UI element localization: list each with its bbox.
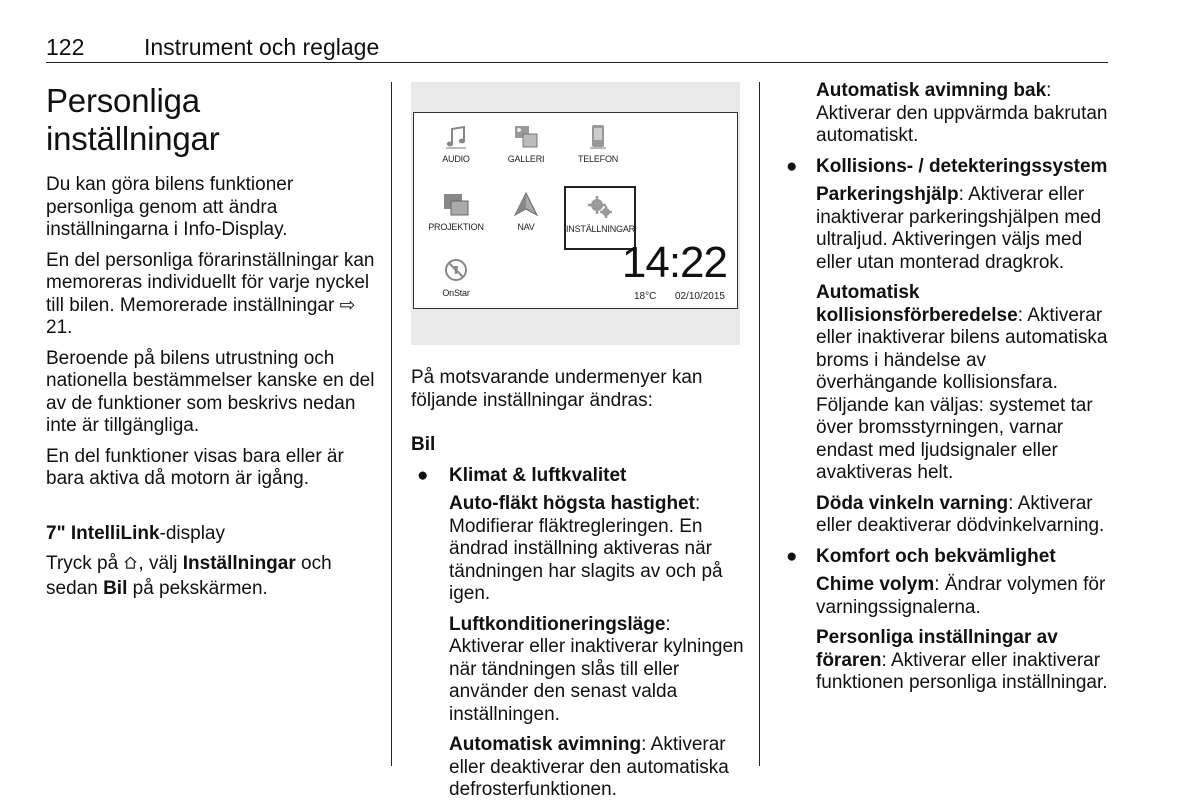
setting-description: : Aktiverar eller inaktiverar kylningen när tändningen slås till eller använder den senast valda inställningen.	[449, 613, 744, 725]
bullet-item	[786, 156, 1111, 179]
app-gallery[interactable]	[494, 123, 558, 179]
app-label: GALLERI	[507, 154, 545, 164]
column-middle	[411, 80, 746, 800]
setting-term: Automatisk avimning bak	[816, 80, 1047, 101]
bullet-label: Komfort och bekvämlighet	[816, 545, 1056, 567]
app-phone[interactable]	[566, 123, 630, 179]
section-heading: Personliga inställningar	[46, 82, 220, 157]
date-readout: 02/10/2015	[674, 291, 725, 302]
setting-term: Parkeringshjälp	[816, 184, 959, 205]
setting-description: : Modifierar fläktregleringen. En ändrad inställning aktiveras när tändningen har slagits av och på igen.	[449, 493, 723, 604]
app-projection[interactable]	[424, 191, 488, 247]
projection-icon	[442, 191, 470, 219]
bullet-label: Kollisions- / detekteringssystem	[816, 155, 1108, 177]
setting-term: Automatisk kollisionsförberedelse	[816, 282, 1018, 326]
bullet-dot-icon: ●	[786, 155, 798, 177]
setting-description: : Ändrar volymen för varningssignalerna.	[816, 574, 1106, 618]
navigation-icon	[512, 191, 540, 219]
app-label: INSTÄLLNINGAR	[566, 224, 635, 234]
paragraph: Du kan göra bilens funktioner personliga genom att ändra inställningarna i Info-Display.	[46, 174, 294, 240]
setting-item	[816, 80, 1111, 148]
bullet-dot-icon: ●	[786, 545, 798, 567]
page-header	[46, 34, 1108, 63]
setting-term: Chime volym	[816, 574, 935, 595]
paragraph: En del funktioner visas bara eller är bara aktiva då motorn är igång.	[46, 445, 344, 489]
app-onstar[interactable]	[424, 257, 488, 313]
instruction-text: , välj	[138, 553, 178, 574]
app-nav[interactable]	[494, 191, 558, 247]
setting-description: : Aktiverar eller inaktiverar parkeringshjälpen med ultraljud. Aktiveringen väljs med eller utan monterad dragkrok.	[816, 184, 1102, 273]
display-title	[46, 523, 381, 546]
phone-icon	[584, 123, 612, 151]
gear-icon	[586, 193, 614, 221]
onstar-icon	[442, 257, 470, 285]
app-label: OnStar	[442, 288, 470, 298]
setting-item	[816, 184, 1111, 274]
clock-time: 14:22	[621, 238, 727, 287]
paragraph	[46, 250, 381, 340]
app-audio[interactable]	[424, 123, 488, 179]
instruction-bil: Bil	[103, 577, 128, 599]
setting-description: : Aktiverar eller deaktiverar den automatiska defrosterfunktionen.	[449, 734, 729, 800]
setting-description: : Aktiverar eller inaktiverar funktionen personliga inställningar.	[816, 649, 1108, 693]
setting-term: Personliga inställningar av föraren	[816, 627, 1058, 671]
chapter-title: Instrument och reglage	[144, 34, 380, 60]
page-reference-arrow-icon: ⇨	[339, 294, 356, 316]
setting-item	[816, 493, 1111, 538]
paragraph-text: En del personliga förarinställningar kan memoreras individuellt för varje nyckel till bilen. Memorerade inställningar	[46, 249, 375, 316]
home-screen	[413, 112, 738, 309]
page-reference: 21.	[46, 317, 73, 338]
setting-term: Automatisk avimning	[449, 734, 642, 755]
setting-item	[449, 493, 746, 606]
instruction-settings: Inställningar	[182, 553, 296, 574]
column-divider	[391, 82, 392, 766]
setting-description: : Aktiverar den uppvärmda bakrutan automatiskt.	[816, 80, 1108, 146]
instruction-text: Tryck på	[46, 553, 119, 574]
setting-description: : Aktiverar eller inaktiverar bilens automatiska broms i händelse av överhängande kollisionsfara. Följande kan väljas: systemet tar över bromsstyrningen, varnar endast med ljudsignaler eller avaktiveras helt.	[816, 304, 1108, 483]
setting-item	[816, 282, 1111, 485]
app-label: PROJEKTION	[428, 222, 484, 232]
app-label: NAV	[517, 222, 535, 232]
instruction-text: på pekskärmen.	[132, 577, 268, 599]
setting-term: Auto-fläkt högsta hastighet	[449, 493, 695, 514]
column-right	[786, 80, 1111, 772]
setting-item	[816, 627, 1111, 695]
gallery-icon	[512, 123, 540, 151]
music-note-icon	[442, 123, 470, 151]
setting-term: Döda vinkeln varning	[816, 492, 1009, 514]
column-left	[46, 82, 381, 772]
bullet-item	[411, 465, 746, 488]
setting-item	[449, 614, 746, 727]
subsection-heading: Bil	[411, 434, 436, 455]
bullet-item	[786, 546, 1111, 569]
paragraph: På motsvarande undermenyer kan följande inställningar ändras:	[411, 367, 703, 411]
paragraph: Beroende på bilens utrustning och nationella bestämmelser kanske en del av de funktioner som beskrivs nedan inte är tillgängliga.	[46, 347, 375, 436]
bullet-label: Klimat & luftkvalitet	[449, 464, 627, 486]
instruction	[46, 553, 381, 600]
instruction-text: och sedan	[46, 553, 332, 599]
display-title-bold: 7" IntelliLink	[46, 522, 160, 544]
setting-term: Luftkonditioneringsläge	[449, 613, 666, 635]
display-title-rest: -display	[159, 522, 226, 544]
page-number: 122	[46, 34, 85, 60]
home-icon	[123, 555, 138, 578]
setting-item	[449, 734, 746, 802]
app-label: TELEFON	[577, 154, 619, 164]
temperature-readout: 18°C	[634, 291, 657, 302]
app-label: AUDIO	[442, 154, 470, 164]
setting-item	[816, 574, 1111, 619]
setting-description: : Aktiverar eller deaktiverar dödvinkelvarning.	[816, 492, 1105, 536]
infodisplay-figure	[411, 82, 740, 345]
column-divider	[759, 82, 760, 766]
bullet-dot-icon: ●	[417, 464, 429, 486]
